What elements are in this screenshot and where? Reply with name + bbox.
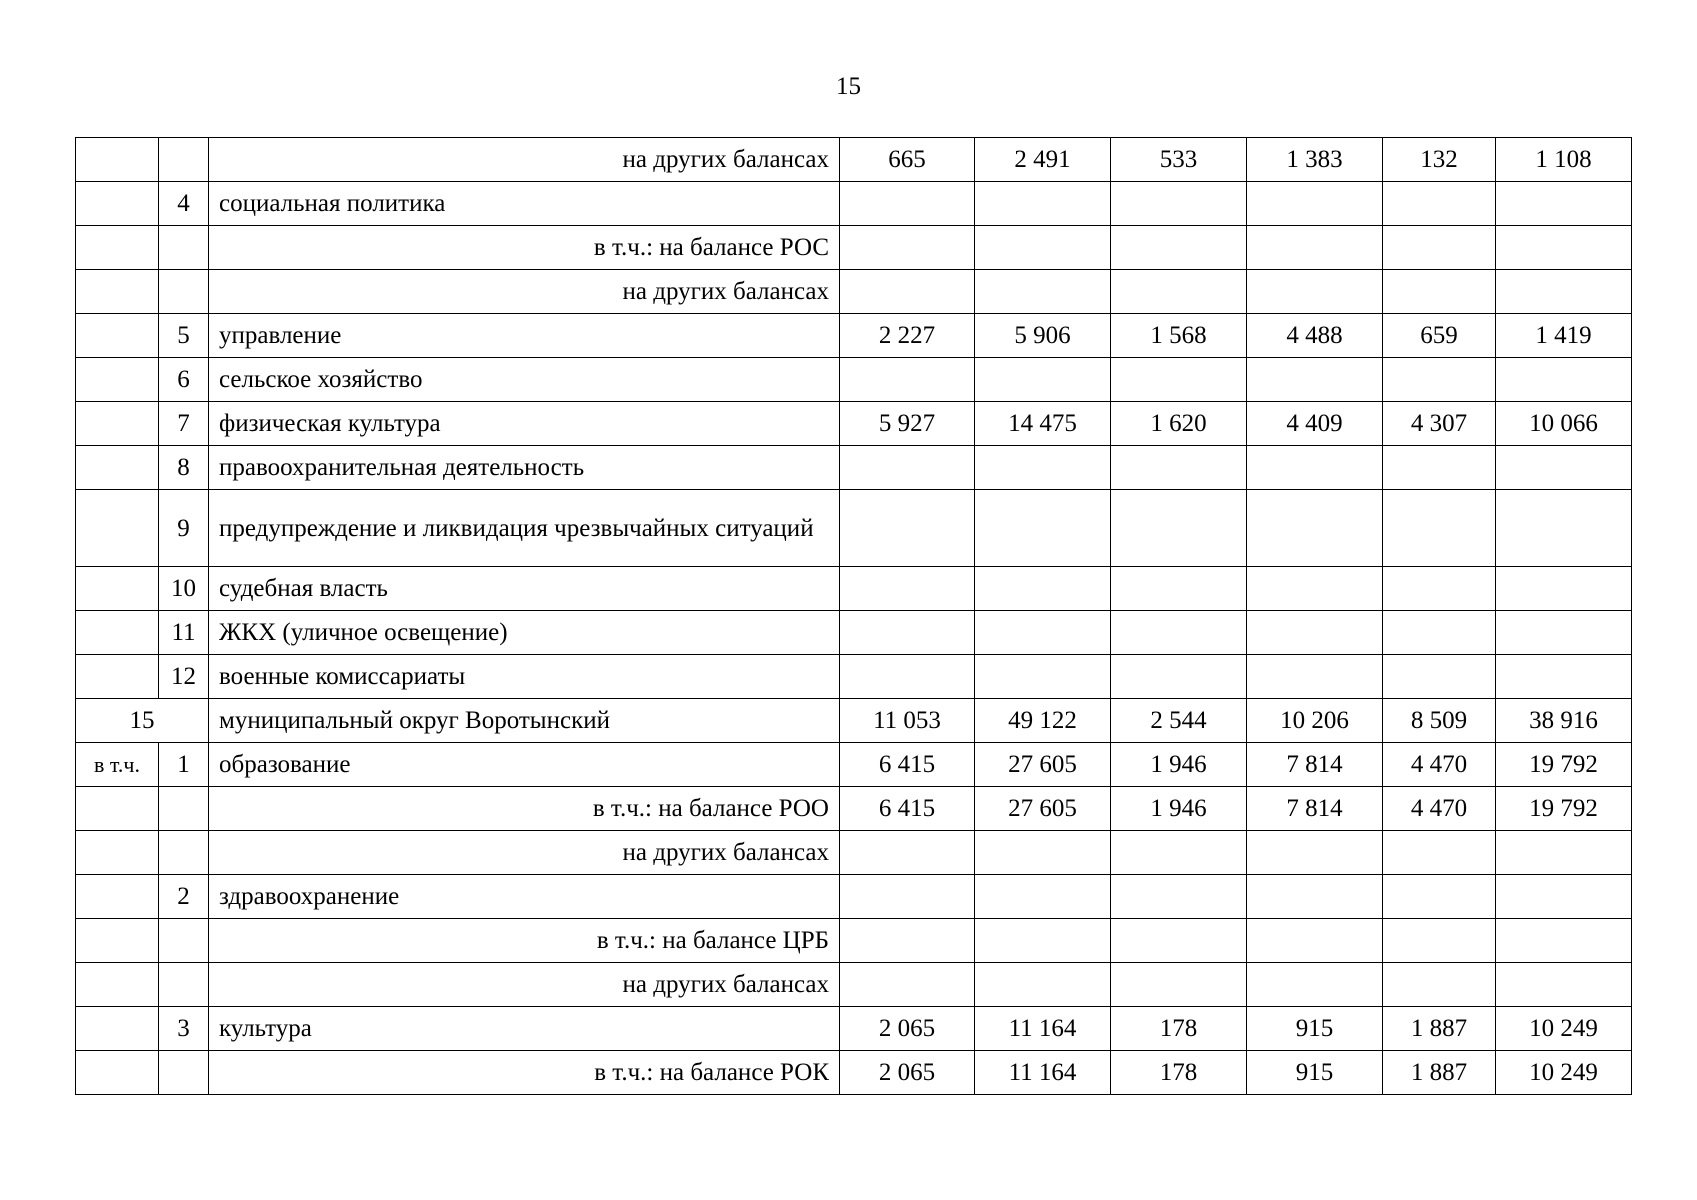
item-name-cell: на других балансах [209, 270, 840, 314]
table-row [76, 270, 1632, 314]
group-label-cell [76, 490, 159, 567]
value-cell-6 [1496, 358, 1632, 402]
value-cell-1 [840, 655, 975, 699]
value-cell-4 [1247, 919, 1383, 963]
table-row [76, 182, 1632, 226]
group-label-cell [76, 963, 159, 1007]
value-cell-1 [840, 270, 975, 314]
table-row [76, 402, 1632, 446]
value-cell-3 [1111, 358, 1247, 402]
table-row [76, 919, 1632, 963]
group-label-cell [76, 611, 159, 655]
value-cell-3: 1 568 [1111, 314, 1247, 358]
table-row [76, 1051, 1632, 1095]
value-cell-1: 2 227 [840, 314, 975, 358]
value-cell-4 [1247, 655, 1383, 699]
item-name-cell: сельское хозяйство [209, 358, 840, 402]
value-cell-6: 38 916 [1496, 699, 1632, 743]
value-cell-2: 27 605 [975, 787, 1111, 831]
table-row [76, 358, 1632, 402]
data-table [75, 137, 1632, 1095]
value-cell-3 [1111, 919, 1247, 963]
value-cell-2 [975, 963, 1111, 1007]
value-cell-3: 178 [1111, 1051, 1247, 1095]
value-cell-5: 659 [1383, 314, 1496, 358]
value-cell-5: 4 470 [1383, 743, 1496, 787]
item-name-cell: на других балансах [209, 138, 840, 182]
value-cell-2: 11 164 [975, 1007, 1111, 1051]
value-cell-3 [1111, 655, 1247, 699]
item-name-cell: в т.ч.: на балансе РОК [209, 1051, 840, 1095]
table-row [76, 226, 1632, 270]
value-cell-5 [1383, 182, 1496, 226]
value-cell-5 [1383, 655, 1496, 699]
value-cell-3: 178 [1111, 1007, 1247, 1051]
table-row [76, 446, 1632, 490]
value-cell-3 [1111, 226, 1247, 270]
group-label-cell [76, 1007, 159, 1051]
value-cell-1 [840, 226, 975, 270]
item-name-cell: социальная политика [209, 182, 840, 226]
table-row [76, 314, 1632, 358]
table-row [76, 875, 1632, 919]
item-number-cell [159, 270, 209, 314]
value-cell-4 [1247, 875, 1383, 919]
item-name-cell: в т.ч.: на балансе РОС [209, 226, 840, 270]
item-number-cell: 10 [159, 567, 209, 611]
value-cell-5: 4 470 [1383, 787, 1496, 831]
value-cell-1 [840, 611, 975, 655]
value-cell-5: 132 [1383, 138, 1496, 182]
value-cell-6 [1496, 226, 1632, 270]
value-cell-1: 5 927 [840, 402, 975, 446]
value-cell-5 [1383, 446, 1496, 490]
value-cell-1 [840, 446, 975, 490]
item-number-cell: 12 [159, 655, 209, 699]
table-row [76, 567, 1632, 611]
value-cell-4: 4 488 [1247, 314, 1383, 358]
value-cell-6 [1496, 875, 1632, 919]
value-cell-6: 1 419 [1496, 314, 1632, 358]
value-cell-4 [1247, 182, 1383, 226]
value-cell-6 [1496, 446, 1632, 490]
value-cell-4 [1247, 831, 1383, 875]
value-cell-4 [1247, 226, 1383, 270]
item-number-cell [159, 226, 209, 270]
value-cell-2: 27 605 [975, 743, 1111, 787]
value-cell-6: 10 066 [1496, 402, 1632, 446]
value-cell-3: 1 946 [1111, 787, 1247, 831]
item-number-cell [159, 1051, 209, 1095]
value-cell-2 [975, 358, 1111, 402]
group-label-cell [76, 655, 159, 699]
table-row [76, 699, 1632, 743]
table-row [76, 743, 1632, 787]
value-cell-4: 915 [1247, 1007, 1383, 1051]
table-row [76, 963, 1632, 1007]
table-row [76, 490, 1632, 567]
value-cell-3 [1111, 875, 1247, 919]
value-cell-2 [975, 919, 1111, 963]
item-name-cell: образование [209, 743, 840, 787]
item-name-cell: управление [209, 314, 840, 358]
item-name-cell: физическая культура [209, 402, 840, 446]
value-cell-1: 2 065 [840, 1007, 975, 1051]
value-cell-4 [1247, 963, 1383, 1007]
item-name-cell: на других балансах [209, 963, 840, 1007]
value-cell-3: 533 [1111, 138, 1247, 182]
value-cell-3 [1111, 611, 1247, 655]
value-cell-1: 665 [840, 138, 975, 182]
group-label-cell: в т.ч. [76, 743, 159, 787]
value-cell-5: 4 307 [1383, 402, 1496, 446]
value-cell-1 [840, 182, 975, 226]
item-number-cell [159, 919, 209, 963]
value-cell-2 [975, 270, 1111, 314]
item-number-cell: 8 [159, 446, 209, 490]
row-number-cell: 15 [76, 699, 209, 743]
item-name-cell: в т.ч.: на балансе ЦРБ [209, 919, 840, 963]
group-label-cell [76, 402, 159, 446]
value-cell-2: 11 164 [975, 1051, 1111, 1095]
value-cell-2: 2 491 [975, 138, 1111, 182]
table-row [76, 611, 1632, 655]
value-cell-2 [975, 490, 1111, 567]
value-cell-1: 6 415 [840, 743, 975, 787]
table-row [76, 1007, 1632, 1051]
item-number-cell: 11 [159, 611, 209, 655]
item-name-cell: ЖКХ (уличное освещение) [209, 611, 840, 655]
value-cell-2 [975, 446, 1111, 490]
value-cell-3 [1111, 182, 1247, 226]
value-cell-6 [1496, 567, 1632, 611]
value-cell-1 [840, 963, 975, 1007]
value-cell-4: 10 206 [1247, 699, 1383, 743]
group-label-cell [76, 226, 159, 270]
item-number-cell: 9 [159, 490, 209, 567]
group-label-cell [76, 182, 159, 226]
group-label-cell [76, 314, 159, 358]
value-cell-5 [1383, 875, 1496, 919]
value-cell-1 [840, 831, 975, 875]
item-number-cell: 1 [159, 743, 209, 787]
value-cell-1 [840, 358, 975, 402]
value-cell-2: 14 475 [975, 402, 1111, 446]
value-cell-1: 11 053 [840, 699, 975, 743]
item-name-cell: военные комиссариаты [209, 655, 840, 699]
item-number-cell [159, 963, 209, 1007]
value-cell-4 [1247, 446, 1383, 490]
value-cell-1 [840, 490, 975, 567]
value-cell-5 [1383, 358, 1496, 402]
value-cell-3: 1 946 [1111, 743, 1247, 787]
item-number-cell: 6 [159, 358, 209, 402]
value-cell-5 [1383, 611, 1496, 655]
group-label-cell [76, 270, 159, 314]
group-label-cell [76, 446, 159, 490]
value-cell-2: 5 906 [975, 314, 1111, 358]
value-cell-4: 4 409 [1247, 402, 1383, 446]
value-cell-3 [1111, 831, 1247, 875]
group-label-cell [76, 1051, 159, 1095]
table-row [76, 655, 1632, 699]
value-cell-6 [1496, 963, 1632, 1007]
item-number-cell: 2 [159, 875, 209, 919]
value-cell-2 [975, 831, 1111, 875]
page-number: 15 [836, 73, 861, 100]
group-label-cell [76, 831, 159, 875]
value-cell-6 [1496, 182, 1632, 226]
value-cell-6 [1496, 919, 1632, 963]
value-cell-5 [1383, 270, 1496, 314]
group-label-cell [76, 787, 159, 831]
item-number-cell: 7 [159, 402, 209, 446]
value-cell-5 [1383, 567, 1496, 611]
item-number-cell: 5 [159, 314, 209, 358]
value-cell-5 [1383, 226, 1496, 270]
item-name-cell: предупреждение и ликвидация чрезвычайных ситуаций [209, 490, 840, 567]
value-cell-3 [1111, 490, 1247, 567]
item-name-cell: судебная власть [209, 567, 840, 611]
item-name-cell: на других балансах [209, 831, 840, 875]
value-cell-2 [975, 182, 1111, 226]
item-number-cell: 3 [159, 1007, 209, 1051]
value-cell-2 [975, 226, 1111, 270]
value-cell-6 [1496, 490, 1632, 567]
value-cell-4 [1247, 358, 1383, 402]
data-table-container [75, 137, 1630, 1095]
table-row [76, 787, 1632, 831]
value-cell-5: 1 887 [1383, 1007, 1496, 1051]
value-cell-5: 8 509 [1383, 699, 1496, 743]
value-cell-4: 7 814 [1247, 743, 1383, 787]
value-cell-3 [1111, 963, 1247, 1007]
value-cell-3 [1111, 446, 1247, 490]
group-label-cell [76, 567, 159, 611]
value-cell-4 [1247, 490, 1383, 567]
value-cell-4 [1247, 567, 1383, 611]
value-cell-6: 19 792 [1496, 787, 1632, 831]
value-cell-4 [1247, 270, 1383, 314]
value-cell-2 [975, 655, 1111, 699]
value-cell-3 [1111, 567, 1247, 611]
value-cell-6 [1496, 831, 1632, 875]
item-name-cell: в т.ч.: на балансе РОО [209, 787, 840, 831]
value-cell-2 [975, 567, 1111, 611]
item-name-cell: культура [209, 1007, 840, 1051]
item-number-cell [159, 831, 209, 875]
value-cell-2 [975, 875, 1111, 919]
value-cell-5 [1383, 919, 1496, 963]
value-cell-4: 915 [1247, 1051, 1383, 1095]
table-body [76, 138, 1632, 1095]
item-number-cell: 4 [159, 182, 209, 226]
value-cell-6: 1 108 [1496, 138, 1632, 182]
value-cell-5: 1 887 [1383, 1051, 1496, 1095]
value-cell-6: 10 249 [1496, 1007, 1632, 1051]
value-cell-5 [1383, 490, 1496, 567]
table-row [76, 138, 1632, 182]
value-cell-5 [1383, 963, 1496, 1007]
value-cell-6 [1496, 655, 1632, 699]
value-cell-1 [840, 919, 975, 963]
value-cell-1: 6 415 [840, 787, 975, 831]
group-label-cell [76, 875, 159, 919]
value-cell-6 [1496, 270, 1632, 314]
table-row [76, 831, 1632, 875]
value-cell-2: 49 122 [975, 699, 1111, 743]
value-cell-1: 2 065 [840, 1051, 975, 1095]
value-cell-4: 7 814 [1247, 787, 1383, 831]
value-cell-4: 1 383 [1247, 138, 1383, 182]
value-cell-4 [1247, 611, 1383, 655]
value-cell-1 [840, 567, 975, 611]
value-cell-2 [975, 611, 1111, 655]
value-cell-6 [1496, 611, 1632, 655]
value-cell-3: 1 620 [1111, 402, 1247, 446]
item-number-cell [159, 138, 209, 182]
value-cell-6: 19 792 [1496, 743, 1632, 787]
group-label-cell [76, 358, 159, 402]
item-name-cell: муниципальный округ Воротынский [209, 699, 840, 743]
value-cell-1 [840, 875, 975, 919]
group-label-cell [76, 919, 159, 963]
group-label-cell [76, 138, 159, 182]
value-cell-5 [1383, 831, 1496, 875]
item-name-cell: здравоохранение [209, 875, 840, 919]
value-cell-6: 10 249 [1496, 1051, 1632, 1095]
item-name-cell: правоохранительная деятельность [209, 446, 840, 490]
value-cell-3: 2 544 [1111, 699, 1247, 743]
value-cell-3 [1111, 270, 1247, 314]
item-number-cell [159, 787, 209, 831]
